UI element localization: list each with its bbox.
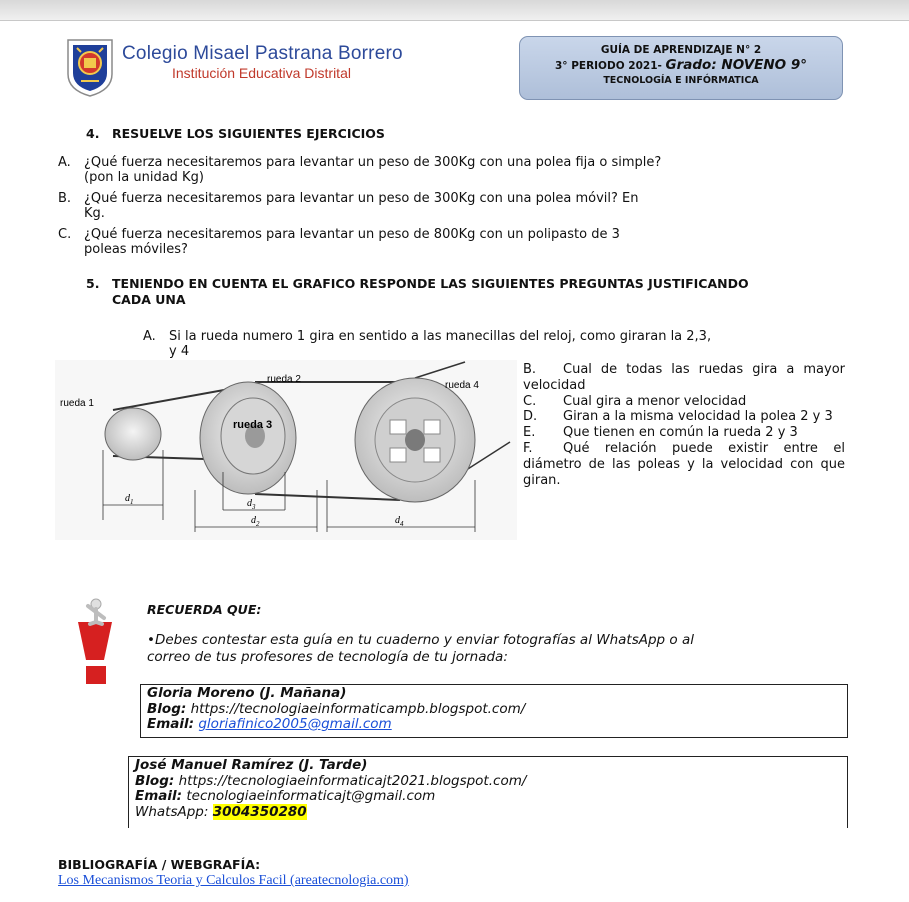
bibliography-title: BIBLIOGRAFÍA / WEBGRAFÍA: xyxy=(58,857,261,872)
question-c xyxy=(523,394,845,410)
wheel-label-1: rueda 1 xyxy=(60,398,94,409)
question-e xyxy=(523,425,845,441)
dim-label-subscript: 1 xyxy=(130,498,134,506)
whatsapp-number: 3004350280 xyxy=(212,803,307,820)
dim-label-letter: d xyxy=(395,515,400,526)
item-text-line2: Kg. xyxy=(84,206,105,221)
item-label: B. xyxy=(58,191,72,206)
question-f xyxy=(523,441,845,488)
item-label: A. xyxy=(58,155,71,170)
school-name: Colegio Misael Pastrana Borrero xyxy=(122,43,403,64)
recuerda-text xyxy=(147,632,847,666)
exercise-item-b xyxy=(58,191,848,223)
question-text: Cual de todas las ruedas gira a mayor velocidad xyxy=(523,362,845,393)
section-4-title xyxy=(86,126,385,141)
pulley-diagram xyxy=(55,360,517,540)
whatsapp-label: WhatsApp: xyxy=(135,803,209,820)
question-text: Giran a la misma velocidad la polea 2 y 3 xyxy=(563,409,833,425)
guide-grade: Grado: NOVENO 9° xyxy=(665,57,807,73)
dim-label-subscript: 2 xyxy=(256,520,260,528)
section-5-title-line2: CADA UNA xyxy=(112,292,186,307)
guide-info-box xyxy=(519,36,843,100)
section-5-number: 5. xyxy=(86,276,100,291)
email-text[interactable]: tecnologiaeinformaticajt@gmail.com xyxy=(186,788,436,804)
contact-name: José Manuel Ramírez (J. Tarde) xyxy=(135,757,368,773)
question-text: Qué relación puede existir entre el diámetro de las poleas y la velocidad con que giran. xyxy=(523,440,845,488)
question-a-line1: Si la rueda numero 1 gira en sentido a las manecillas del reloj, como giraran la 2,3, xyxy=(169,329,712,344)
dim-label-letter: d xyxy=(247,498,252,509)
email-label: Email: xyxy=(147,716,195,732)
item-text-line2: poleas móviles? xyxy=(84,242,188,257)
dim-label-letter: d xyxy=(251,515,256,526)
exclamation-bar xyxy=(78,622,112,660)
recuerda-title: RECUERDA QUE: xyxy=(147,602,262,617)
recuerda-line1: Debes contestar esta guía en tu cuaderno y enviar fotografías al WhatsApp o al xyxy=(154,632,694,648)
item-text-line1: ¿Qué fuerza necesitaremos para levantar un peso de 300Kg con una polea móvil? En xyxy=(84,191,639,206)
section-4-title-text: RESUELVE LOS SIGUIENTES EJERCICIOS xyxy=(112,126,385,141)
window-top-bar xyxy=(0,0,909,21)
blog-label: Blog: xyxy=(147,700,187,717)
guide-period xyxy=(520,58,842,74)
wheel-label-2: rueda 2 xyxy=(267,374,301,385)
questions-b-to-f xyxy=(523,362,845,488)
question-label: A. xyxy=(143,329,156,344)
contact-card-jose xyxy=(128,756,848,828)
dim-label-subscript: 4 xyxy=(400,520,404,528)
school-crest-icon xyxy=(64,36,116,98)
item-text-line1: ¿Qué fuerza necesitaremos para levantar un peso de 800Kg con un polipasto de 3 xyxy=(84,227,620,242)
question-label: B. xyxy=(523,362,537,377)
contact-name: Gloria Moreno (J. Mañana) xyxy=(147,685,347,701)
bibliography-link[interactable]: Los Mecanismos Teoria y Calculos Facil (areatecnologia.com) xyxy=(58,873,409,888)
guide-period-text: 3° PERIODO 2021- xyxy=(554,60,662,72)
email-link[interactable]: gloriafinico2005@gmail.com xyxy=(198,716,392,732)
question-label: E. xyxy=(523,425,536,441)
exclamation-dot xyxy=(86,666,106,684)
item-text-line2: (pon la unidad Kg) xyxy=(84,170,204,185)
exercise-item-a xyxy=(58,155,848,187)
question-a xyxy=(143,329,848,361)
section-5-title-line1: TENIENDO EN CUENTA EL GRAFICO RESPONDE LAS SIGUIENTES PREGUNTAS JUSTIFICANDO xyxy=(112,276,749,291)
school-subtitle: Institución Educativa Distrital xyxy=(172,65,351,81)
question-text: Cual gira a menor velocidad xyxy=(563,393,747,409)
exercise-item-c xyxy=(58,227,848,259)
blog-url[interactable]: https://tecnologiaeinformaticampb.blogspot.com/ xyxy=(190,700,526,717)
question-a-line2: y 4 xyxy=(169,344,190,359)
contact-card-gloria xyxy=(140,684,848,738)
wheel-label-4: rueda 4 xyxy=(445,380,479,391)
question-label: F. xyxy=(523,440,533,456)
question-label: D. xyxy=(523,409,538,425)
wheel-4-hub xyxy=(405,429,425,451)
guide-title: GUÍA DE APRENDIZAJE N° 2 xyxy=(600,44,762,56)
wheel-label-3: rueda 3 xyxy=(233,419,273,431)
dim-label-letter: d xyxy=(125,493,130,504)
bullet-icon: • xyxy=(147,632,155,648)
item-label: C. xyxy=(58,227,72,242)
section-4-number: 4. xyxy=(86,126,100,141)
item-text-line1: ¿Qué fuerza necesitaremos para levantar un peso de 300Kg con una polea fija o simple? xyxy=(84,155,662,170)
question-label: C. xyxy=(523,393,537,409)
email-label: Email: xyxy=(135,788,183,804)
question-b xyxy=(523,362,845,394)
guide-subject: TECNOLOGÍA E INFÓRMATICA xyxy=(603,75,759,86)
recuerda-line2: correo de tus profesores de tecnología de tu jornada: xyxy=(147,649,508,665)
blog-url[interactable]: https://tecnologiaeinformaticajt2021.blogspot.com/ xyxy=(178,772,527,789)
question-text: Que tienen en común la rueda 2 y 3 xyxy=(563,425,798,441)
wheel-1 xyxy=(105,408,161,460)
dim-label-subscript: 3 xyxy=(252,503,256,511)
blog-label: Blog: xyxy=(135,772,175,789)
question-d xyxy=(523,409,845,425)
section-5-title xyxy=(86,276,856,308)
exclamation-person-icon xyxy=(60,598,130,693)
